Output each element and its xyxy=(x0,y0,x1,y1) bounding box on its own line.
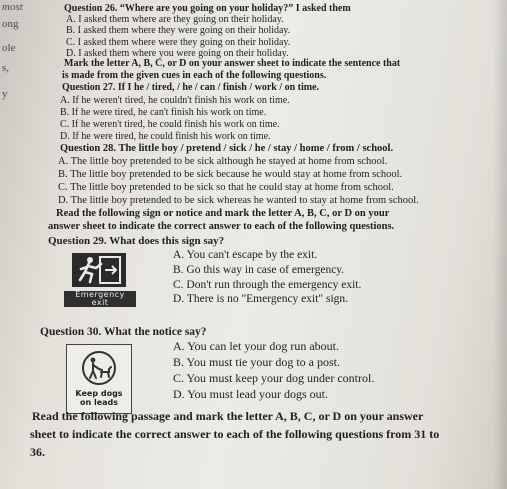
dog-walker-icon xyxy=(82,351,116,385)
margin-text: most xyxy=(2,1,23,13)
margin-text: ong xyxy=(2,18,19,30)
q28-option-b: B. The little boy pretended to be sick because he would stay at home from school. xyxy=(58,169,403,180)
instruction-1-line-1: Mark the letter A, B, C, or D on your answer sheet to indicate the sentence that xyxy=(64,58,401,69)
emergency-exit-sign xyxy=(72,253,126,287)
running-person-icon xyxy=(72,253,126,287)
q27-option-b: B. If he were tired, he can't finish his work on time. xyxy=(60,107,267,118)
q27-option-d: D. If he were tired, he could finish his work on time. xyxy=(60,131,271,142)
q26-option-b: B. I asked them where they were going on their holiday. xyxy=(66,25,291,36)
keep-dogs-on-leads-sign xyxy=(66,344,132,414)
margin-text: s, xyxy=(2,62,10,74)
instruction-3-line-1: Read the following passage and mark the letter A, B, C, or D on your answer xyxy=(32,409,424,423)
sign-text-line-2: exit xyxy=(91,298,109,307)
q30-option-b: B. You must tie your dog to a post. xyxy=(173,355,341,369)
q27-option-c: C. If he weren't tired, he could finish his work on time. xyxy=(60,119,280,130)
q30-option-a: A. You can let your dog run about. xyxy=(173,339,339,353)
q29-option-c: C. Don't run through the emergency exit. xyxy=(173,279,362,291)
instruction-1-line-2: is made from the given cues in each of the following questions. xyxy=(62,70,327,81)
q29-option-d: D. There is no "Emergency exit" sign. xyxy=(173,293,349,305)
margin-text: y xyxy=(2,88,8,100)
q28-option-d: D. The little boy pretended to be sick whereas he wanted to stay at home from school. xyxy=(58,195,419,206)
q27-stem: Question 27. If I he / tired, / he / can / finish / work / on time. xyxy=(62,82,320,93)
q28-option-a: A. The little boy pretended to be sick although he stayed at home from school. xyxy=(58,156,388,167)
page-fold-shadow xyxy=(493,0,507,489)
q30-option-c: C. You must keep your dog under control. xyxy=(173,371,375,385)
q28-option-c: C. The little boy pretended to be sick so that he could stay at home from school. xyxy=(58,182,394,193)
sign-text-line-1: Emergency xyxy=(75,290,125,299)
q29-option-b: B. Go this way in case of emergency. xyxy=(173,264,345,276)
sign-text-line-2: on leads xyxy=(79,398,119,407)
q27-option-a: A. If he weren't tired, he couldn't finish his work on time. xyxy=(60,95,290,106)
q29-stem: Question 29. What does this sign say? xyxy=(48,235,225,247)
instruction-2-line-2: answer sheet to indicate the correct answer to each of the following questions. xyxy=(48,221,395,232)
emergency-exit-label xyxy=(64,291,136,307)
instruction-3-line-2: sheet to indicate the correct answer to each of the following questions from 31 to xyxy=(30,427,440,441)
instruction-3-line-3: 36. xyxy=(30,445,45,459)
q26-stem: Question 26. “Where are you going on your holiday?” I asked them xyxy=(64,3,351,14)
q28-stem: Question 28. The little boy / pretend / sick / he / stay / home / from / school. xyxy=(60,143,394,154)
q30-option-d: D. You must lead your dogs out. xyxy=(173,387,329,401)
q29-option-a: A. You can't escape by the exit. xyxy=(173,249,318,261)
sign-text-line-1: Keep dogs xyxy=(75,389,123,398)
q30-stem: Question 30. What the notice say? xyxy=(40,326,207,338)
q26-option-d: D. I asked them where you were going on their holiday. xyxy=(66,48,289,59)
q26-option-c: C. I asked them where were they going on their holiday. xyxy=(66,37,291,48)
instruction-2-line-1: Read the following sign or notice and mark the letter A, B, C, or D on your xyxy=(56,208,390,219)
q26-option-a: A. I asked them where are they going on their holiday. xyxy=(66,14,284,25)
margin-text: ole xyxy=(2,42,16,54)
